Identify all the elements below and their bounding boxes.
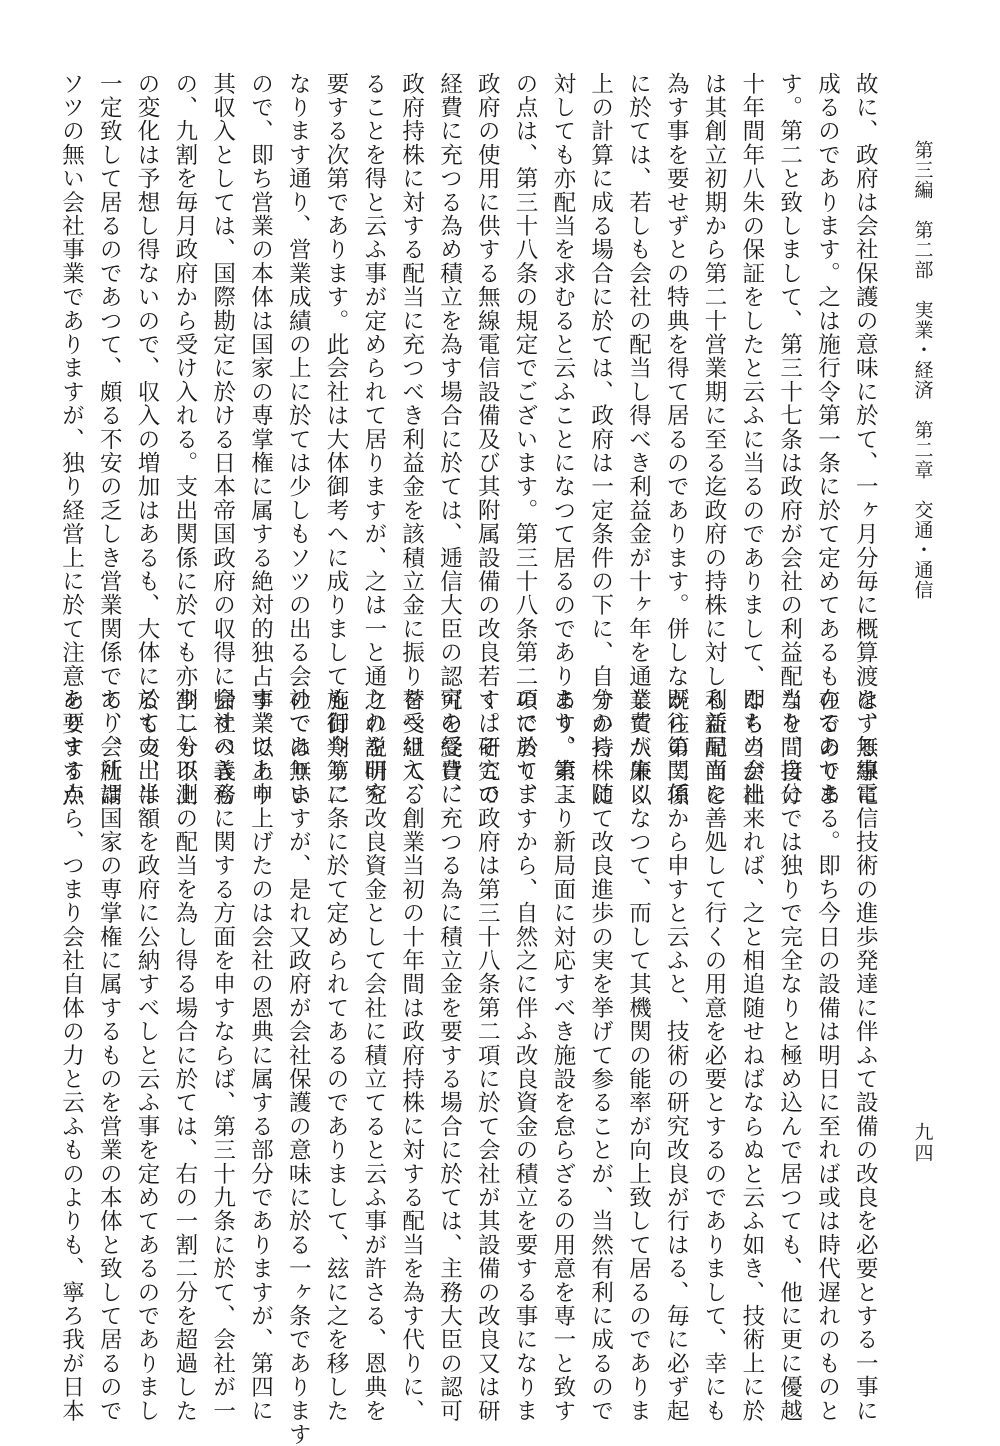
text-column: のでありますから、自然之に伴ふ改良資金の積立を要する事になりま bbox=[512, 688, 539, 1423]
text-column: 対しても亦配当を求むると云ふことになつて居るのであります。第三 bbox=[549, 72, 576, 807]
text-column: 故に、政府は会社保護の意味に於て、一ヶ月分毎に概算渡をする事に bbox=[852, 72, 879, 807]
text-column: 其収入としては、国際勘定に於ける日本帝国政府の収得に帰すべきも bbox=[209, 72, 236, 807]
text-column: るもの、半額を政府に公納すべしと云ふ事を定めてあるのでありまし bbox=[134, 688, 161, 1423]
text-column: 割二分以上の配当を為し得る場合に於ては、右の一割二分を超過した bbox=[171, 688, 198, 1423]
text-column: 会社の義務に関する方面を申すならば、第三十九条に於て、会社が一 bbox=[209, 688, 236, 1423]
text-column: の、九割を毎月政府から受け入れる。支出関係に於ても亦少しも不測 bbox=[171, 72, 198, 807]
page-number: 九四 bbox=[911, 1122, 934, 1164]
text-column: 上の計算に成る場合に於ては、政府は一定条件の下に、自分の持株に bbox=[587, 72, 614, 807]
text-column: 究の経費に充つる為に積立金を要する場合に於ては、主務大臣の認可 bbox=[436, 688, 463, 1423]
text-column: の点は、第三十八条の規定でございます。第三十八条第二項に於て、 bbox=[512, 72, 539, 807]
text-column: す。第二と致しまして、第三十七条は政府が会社の利益配当を間接に bbox=[776, 72, 803, 807]
text-column: 業費が廉くなつて、而して其機関の能率が向上致して居るのでありま bbox=[625, 688, 652, 1423]
text-column: す。以上申上げたのは会社の恩典に属する部分でありますが、第四に bbox=[247, 688, 274, 1423]
text-column: 経費に充つる為め積立を為す場合に於ては、逓信大臣の認可を受け、 bbox=[436, 72, 463, 807]
text-column: は、無線電信技術の進歩発達に伴ふて設備の改良を必要とする一事に bbox=[852, 688, 879, 1423]
text-column: 成るのであります。之は施行令第一条に於て定めてあるものでありま bbox=[814, 72, 841, 807]
text-column: 一定致して居るのであつて、頗る不安の乏しき営業関係であり、所謂 bbox=[96, 72, 123, 807]
text-column: のでありますが、是れ又政府が会社保護の意味に於る一ヶ条であります bbox=[285, 688, 312, 1446]
text-column: ありますから、つまり会社自体の力と云ふものよりも、寧ろ我が日本 bbox=[58, 688, 85, 1423]
text-column: は其創立初期から第二十営業期に至る迄政府の持株に対し利益配当を bbox=[701, 72, 728, 807]
text-column: 要する次第であります。此会社は大体御考へに成りましても御判りに bbox=[323, 72, 350, 807]
text-column: あり、素より新局面に対応すべき施設を怠らざるの用意を専一と致す bbox=[549, 688, 576, 1423]
text-column: 為す事を要せずとの特典を得て居るのであります。併しながら第二項 bbox=[663, 72, 690, 807]
text-column: に於ては、若しも会社の配当し得べき利益金が十ヶ年を通じて八朱以 bbox=[625, 72, 652, 807]
text-column: すから、随て改良進歩の実を挙げて参ることが、当然有利に成るので bbox=[587, 688, 614, 1423]
text-column: 十年間年八朱の保証をしたと云ふに当るのでありまして、即ち当会社 bbox=[738, 72, 765, 807]
running-header: 第三編 第二部 実業・経済 第二章 交通・通信 bbox=[911, 140, 934, 600]
text-column: す。そこで政府は第三十八条第二項に於て会社が其設備の改良又は研 bbox=[474, 688, 501, 1423]
text-column: 既往の関係から申すと云ふと、技術の研究改良が行はる、毎に必ず起 bbox=[663, 688, 690, 1423]
text-column: る新局面に善処して行くの用意を必要とするのでありまして、幸にも bbox=[701, 688, 728, 1423]
text-column: 施行令第二条に於て定められてあるのでありまして、玆に之を移した bbox=[323, 688, 350, 1423]
text-column: の変化は予想し得ないので、収入の増加はあるも、大体に於て支出は bbox=[134, 72, 161, 807]
text-column: なり、自分では独りで完全なりと極め込んで居つても、他に更に優越 bbox=[776, 688, 803, 1423]
text-column: ので、即ち営業の本体は国家の専掌権に属する絶対的独占事業であり bbox=[247, 72, 274, 807]
text-column: ることを得と云ふ事が定められて居りますが、之は一と通りの説明を bbox=[360, 72, 387, 807]
text-column: 政府の使用に供する無線電信設備及び其附属設備の改良若くは研究の bbox=[474, 72, 501, 807]
text-column: 政府持株に対する配当に充つべき利益金を該積立金に振り替へ組入る bbox=[398, 72, 425, 807]
text-column: を受けて、創業当初の十年間は政府持株に対する配当を為す代りに、 bbox=[398, 688, 425, 1423]
text-column: ソツの無い会社事業でありますが、独り経営上に於て注意を要する点 bbox=[58, 72, 85, 807]
text-column: 之れを研究改良資金として会社に積立てると云ふ事が許さる、恩典を bbox=[360, 688, 387, 1423]
text-column: 在るのである。即ち今日の設備は明日に至れば或は時代遅れのものと bbox=[814, 688, 841, 1423]
text-column: て、会社は国家の専掌権に属するものを営業の本体と致して居るので bbox=[96, 688, 123, 1423]
text-column: なります通り、営業成績の上に於ては少しもソツの出る会社では無い bbox=[285, 72, 312, 807]
text-column: なものが出来れば、之と相追随せねばならぬと云ふ如き、技術上に於 bbox=[738, 688, 765, 1423]
